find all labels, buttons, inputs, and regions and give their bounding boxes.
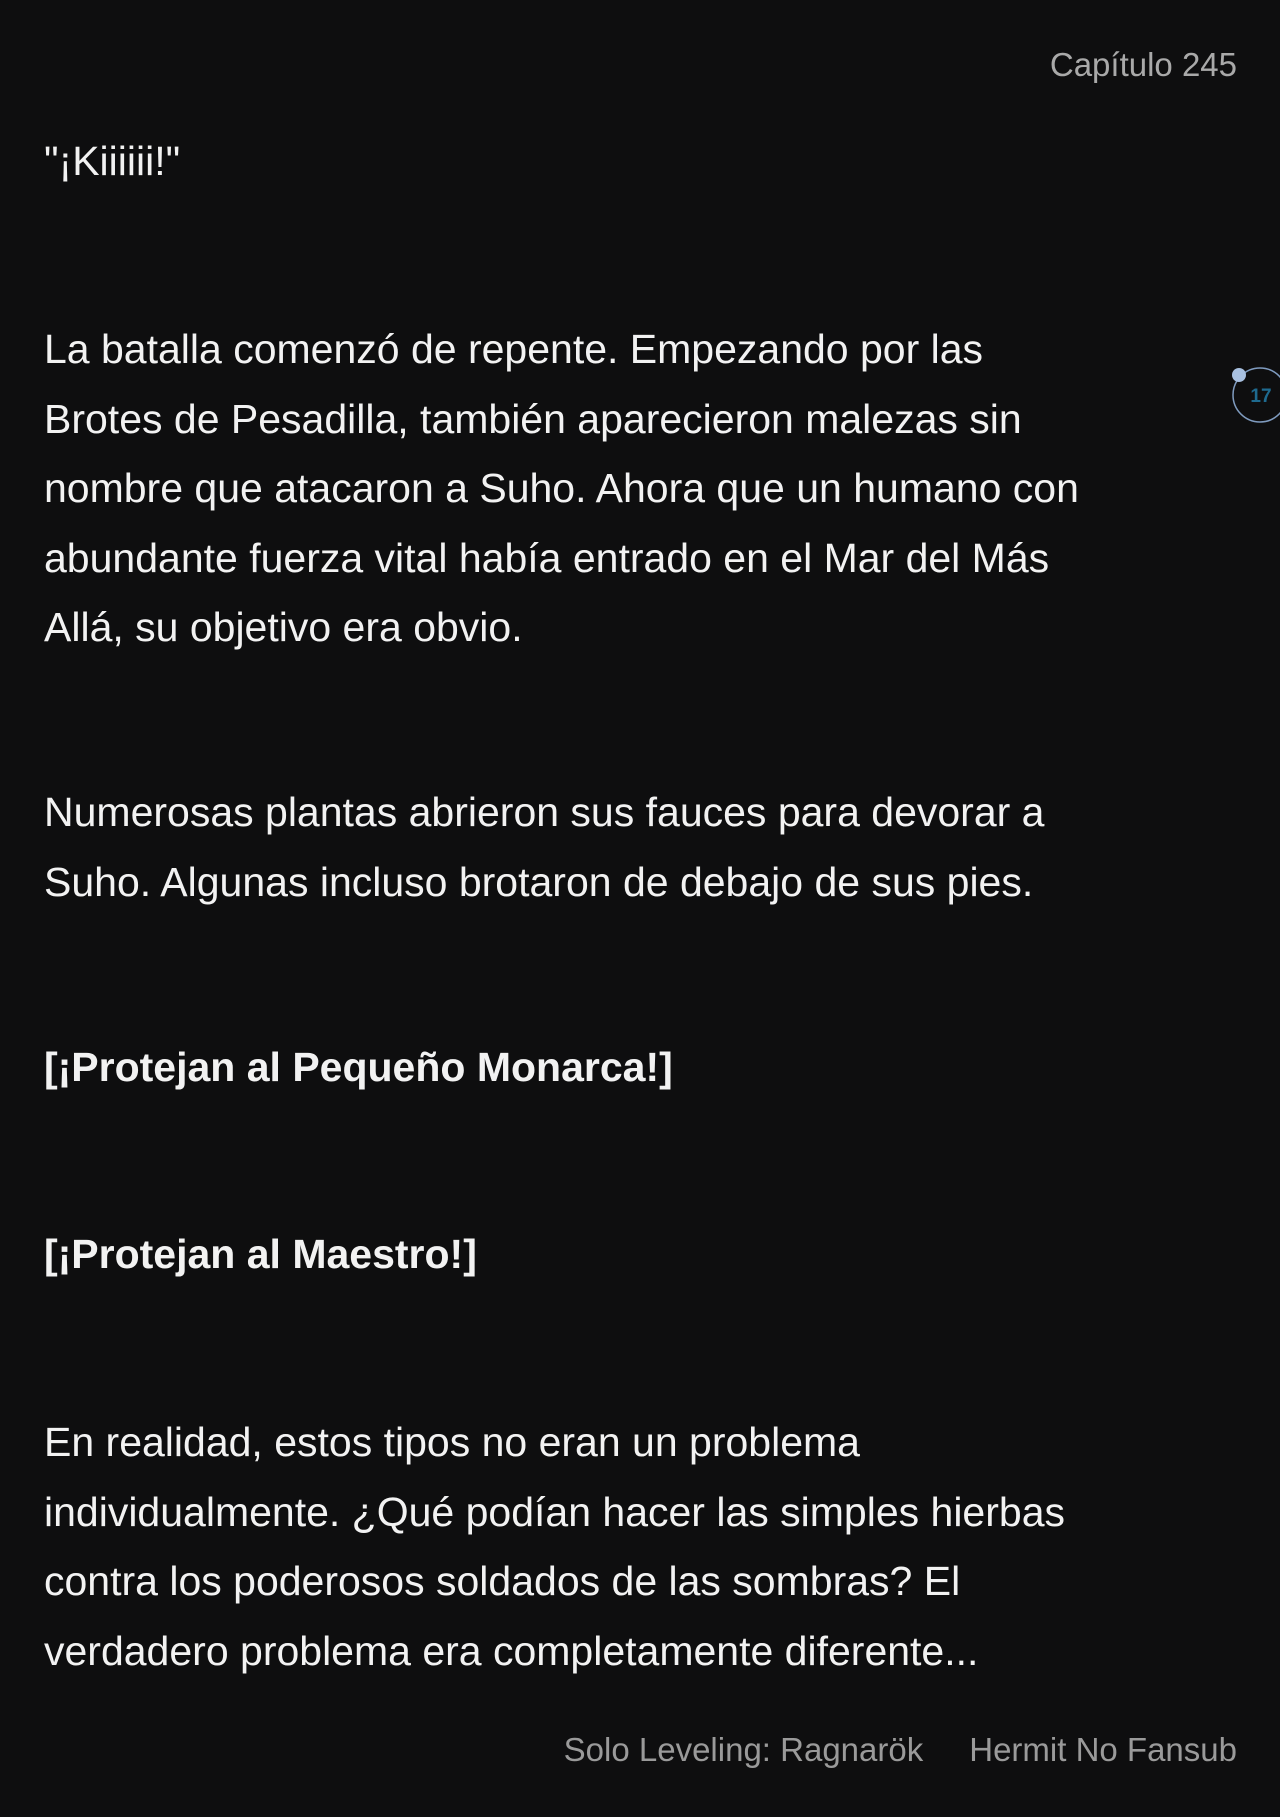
reading-progress-indicator[interactable]	[1230, 365, 1280, 423]
footer	[564, 1731, 1237, 1769]
paragraph	[44, 315, 1079, 663]
text-line: En realidad, estos tipos no eran un problema	[44, 1419, 860, 1465]
text-line: Brotes de Pesadilla, también aparecieron malezas sin	[44, 395, 1022, 442]
bold-paragraph	[44, 1033, 673, 1103]
paragraph	[44, 778, 1044, 917]
novel-title: Solo Leveling: Ragnarök	[563, 1731, 924, 1768]
chapter-label: Capítulo 245	[1049, 46, 1237, 83]
text-line: "¡Kiiiiii!"	[44, 138, 181, 184]
translator-credit: Hermit No Fansub	[969, 1731, 1237, 1768]
text-line: Numerosas plantas abrieron sus fauces para devorar a	[44, 789, 1045, 835]
progress-value: 17	[1250, 386, 1272, 407]
text-line: nombre que atacaron a Suho. Ahora que un humano con	[44, 465, 1079, 511]
text-line: [¡Protejan al Pequeño Monarca!]	[44, 1044, 673, 1090]
text-line: contra los poderosos soldados de las sombras? El	[44, 1558, 961, 1604]
text-line: abundante fuerza vital había entrado en el Mar del Más	[44, 534, 1050, 581]
text-line: Suho. Algunas incluso brotaron de debajo de sus pies.	[44, 858, 1034, 905]
text-line: individualmente. ¿Qué podían hacer las simples hierbas	[44, 1488, 1065, 1535]
paragraph	[44, 127, 180, 197]
text-line: [¡Protejan al Maestro!]	[44, 1231, 477, 1277]
text-line: verdadero problema era completamente diferente...	[44, 1627, 979, 1674]
text-line: La batalla comenzó de repente. Empezando por las	[44, 326, 984, 372]
text-line: Allá, su objetivo era obvio.	[44, 604, 523, 650]
progress-dot	[1232, 368, 1246, 382]
bold-paragraph	[44, 1220, 477, 1290]
paragraph	[44, 1408, 1065, 1686]
